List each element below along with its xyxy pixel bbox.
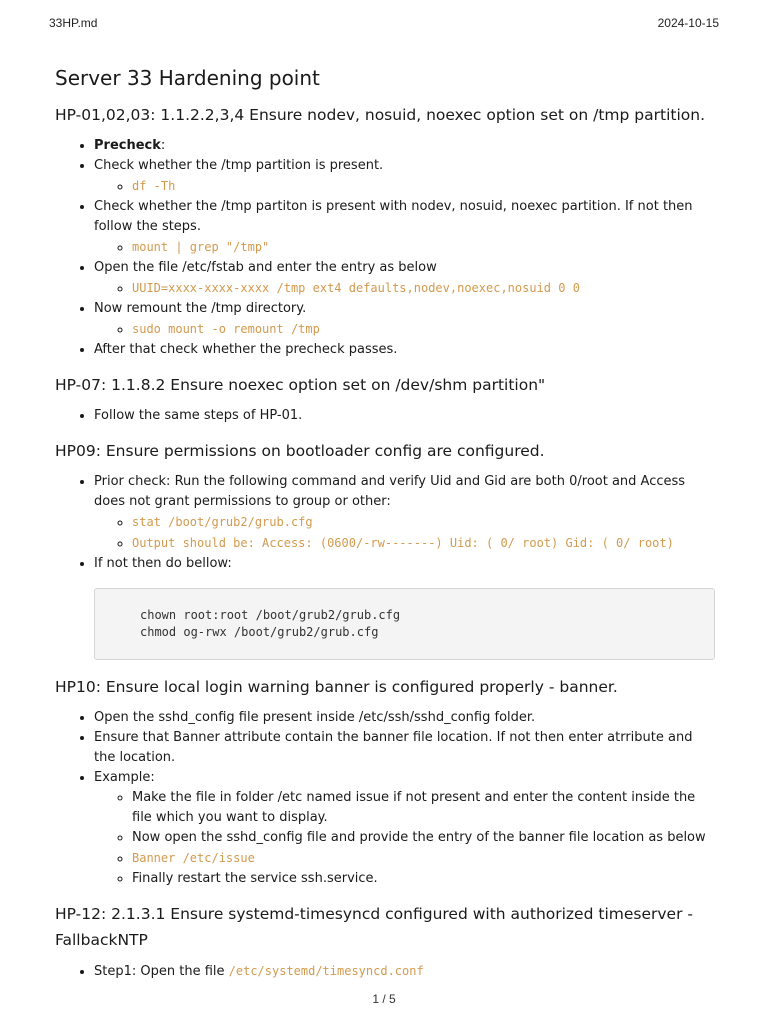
list-item xyxy=(94,197,715,258)
sub-list xyxy=(94,512,715,554)
inline-code: Output should be: Access: (0600/-rw-------) Uid: ( 0/ root) Gid: ( 0/ root) xyxy=(132,536,674,550)
list-item xyxy=(94,299,715,340)
sub-list xyxy=(94,237,715,258)
hp09-list xyxy=(55,472,715,574)
precheck-colon: : xyxy=(160,138,166,153)
list-item-text: Example: xyxy=(94,770,155,785)
inline-code: sudo mount -o remount /tmp xyxy=(132,322,320,336)
inline-code: df -Th xyxy=(132,179,176,193)
list-item xyxy=(94,728,715,768)
sub-list-text: Now open the sshd_config file and provide the entry of the banner file location as below xyxy=(132,830,706,845)
hp10-list xyxy=(55,708,715,889)
list-item xyxy=(94,156,715,197)
sub-list xyxy=(94,278,715,299)
list-item xyxy=(94,961,715,982)
file-name: 33HP.md xyxy=(49,16,98,30)
list-item xyxy=(94,406,715,426)
sub-list-text: Make the file in folder /etc named issue if not present and enter the content inside the file which you want to display. xyxy=(132,790,696,825)
list-item-text: Open the file /etc/fstab and enter the entry as below xyxy=(94,260,437,275)
list-item-text: Check whether the /tmp partition is present. xyxy=(94,158,384,173)
sub-list-item xyxy=(132,512,715,533)
sub-list xyxy=(94,176,715,197)
inline-code: Banner /etc/issue xyxy=(132,851,255,865)
list-item-text: Ensure that Banner attribute contain the banner file location. If not then enter atrribute and the location. xyxy=(94,730,693,765)
section-heading-hp09: HP09: Ensure permissions on bootloader config are configured. xyxy=(55,442,545,460)
list-item-text: After that check whether the precheck passes. xyxy=(94,342,398,357)
page-title: Server 33 Hardening point xyxy=(55,66,320,90)
list-item-text: Follow the same steps of HP-01. xyxy=(94,408,303,423)
list-item xyxy=(94,136,715,156)
sub-list-item xyxy=(132,319,715,340)
sub-list-item xyxy=(132,848,715,869)
list-item-text: Step1: Open the file xyxy=(94,964,229,979)
list-item-text: If not then do bellow: xyxy=(94,556,232,571)
sub-list-text: Finally restart the service ssh.service. xyxy=(132,871,378,886)
list-item-text: Check whether the /tmp partiton is present with nodev, nosuid, noexec partition. If not then follow the steps. xyxy=(94,199,693,234)
document-body xyxy=(55,64,715,982)
sub-list-item xyxy=(132,828,715,848)
list-item xyxy=(94,554,715,574)
list-item xyxy=(94,768,715,889)
inline-code: stat /boot/grub2/grub.cfg xyxy=(132,515,313,529)
sub-list-item xyxy=(132,176,715,197)
list-item-text: Prior check: Run the following command and verify Uid and Gid are both 0/root and Access does not grant permissions to group or other: xyxy=(94,474,686,509)
list-item xyxy=(94,340,715,360)
code-block: chown root:root /boot/grub2/grub.cfg chmod og-rwx /boot/grub2/grub.cfg xyxy=(94,588,715,660)
list-item xyxy=(94,258,715,299)
hp12-list xyxy=(55,961,715,982)
sub-list-item xyxy=(132,869,715,889)
list-item xyxy=(94,708,715,728)
sub-list xyxy=(94,788,715,889)
sub-list xyxy=(94,319,715,340)
section-heading-hp07: HP-07: 1.1.8.2 Ensure noexec option set on /dev/shm partition" xyxy=(55,376,546,394)
hp07-list xyxy=(55,406,715,426)
print-date: 2024-10-15 xyxy=(657,16,719,30)
inline-code: mount | grep "/tmp" xyxy=(132,240,270,254)
list-item-text: Now remount the /tmp directory. xyxy=(94,301,307,316)
sub-list-item xyxy=(132,278,715,299)
section-heading-hp12: HP-12: 2.1.3.1 Ensure systemd-timesyncd configured with authorized timeserver - FallbackNTP xyxy=(55,905,693,949)
sub-list-item xyxy=(132,533,715,554)
list-item-text: Open the sshd_config file present inside /etc/ssh/sshd_config folder. xyxy=(94,710,536,725)
inline-code: UUID=xxxx-xxxx-xxxx /tmp ext4 defaults,nodev,noexec,nosuid 0 0 xyxy=(132,281,580,295)
page-number: 1 / 5 xyxy=(372,992,396,1006)
list-item xyxy=(94,472,715,554)
sub-list-item xyxy=(132,237,715,258)
precheck-label: Precheck xyxy=(94,138,161,153)
inline-code: /etc/systemd/timesyncd.conf xyxy=(228,964,424,978)
section-heading-hp10: HP10: Ensure local login warning banner is configured properly - banner. xyxy=(55,678,618,696)
section-heading-hp01: HP-01,02,03: 1.1.2.2,3,4 Ensure nodev, nosuid, noexec option set on /tmp partition. xyxy=(55,106,706,124)
sub-list-item xyxy=(132,788,715,828)
hp01-list xyxy=(55,136,715,360)
